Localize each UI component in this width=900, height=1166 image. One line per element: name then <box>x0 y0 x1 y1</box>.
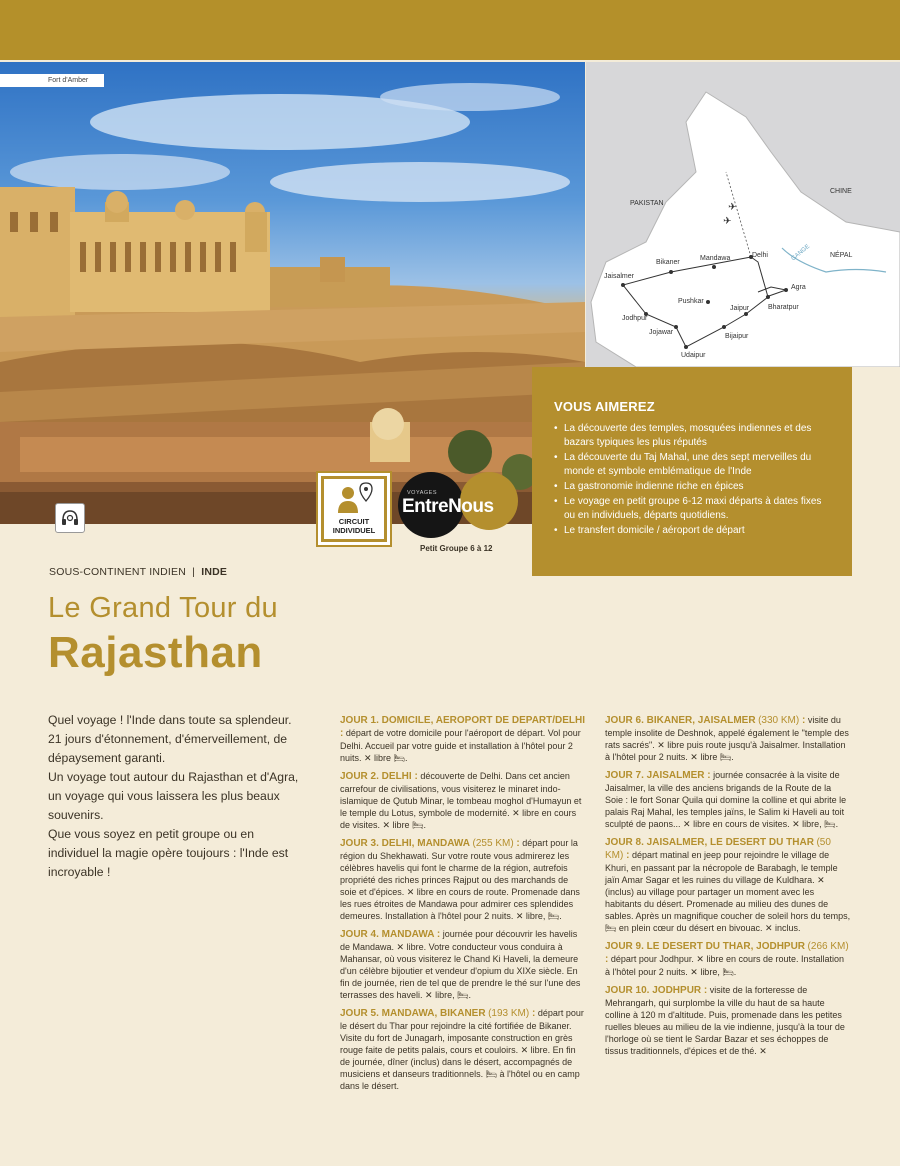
day-text: départ pour le désert du Thar pour rejoindre la cité fortifiée de Bikaner. Visite du fort de Junagarh, imposante construction en grès rouge faite de petits palais, cours et couloirs. ✕ libre. En fin de journée, dîner (inclus) dans le désert, accompagnés de musiciens et danseurs traditionnels. 🛏 à l'hôtel ou en camp dans le désert. <box>340 1008 584 1091</box>
day-colon: : <box>513 838 520 849</box>
day-heading: JOUR 1. DOMICILE, AEROPORT DE DEPART/DELHI : <box>340 715 586 739</box>
day-8 <box>605 836 851 934</box>
map-country-pakistan: PAKISTAN <box>630 200 664 207</box>
traveler-icon <box>324 479 384 519</box>
circuit-label <box>324 517 384 535</box>
map-city-pushkar: Pushkar <box>678 298 704 305</box>
day-colon: : <box>799 715 806 726</box>
circuit-individuel-badge <box>318 473 390 545</box>
svg-text:✈: ✈ <box>723 216 732 227</box>
map-city-bikaner: Bikaner <box>656 259 680 266</box>
breadcrumb <box>49 566 227 578</box>
intro-paragraph: Que vous soyez en petit groupe ou en individuel la magie opère toujours : l'Inde est incroyable ! <box>48 827 289 879</box>
entre-nous-logo <box>398 470 524 540</box>
map-country-nepal: NÉPAL <box>830 252 853 259</box>
highlights-list <box>554 422 830 538</box>
highlight-item: • Le voyage en petit groupe 6-12 maxi départs à dates fixes ou en individuels, départs quotidiens. <box>554 495 830 523</box>
petit-groupe-label: Petit Groupe 6 à 12 <box>420 544 493 553</box>
day-3 <box>340 837 586 922</box>
day-distance: (330 KM) <box>758 715 800 726</box>
day-text: départ de votre domicile pour l'aéroport de départ. Vol pour Delhi. Accueil par votre guide et installation à l'hôtel pour 2 nuits. ✕ libre 🛏. <box>340 728 581 763</box>
highlights-title: VOUS AIMEREZ <box>554 399 655 414</box>
day-text: journée pour découvrir les havelis de Mandawa. ✕ libre. Votre conducteur vous conduira à Mahansar, où vous visiterez le Chand Ki Haveli, la demeure d'un célèbre bijoutier et vendeur d'opium du XIXe siècle. En fin de journée, rien de tel que de prendre le thé sur l'une des terrasses des haveli. ✕ libre, 🛏. <box>340 929 581 1000</box>
svg-text:✈: ✈ <box>728 202 737 213</box>
breadcrumb-region: SOUS-CONTINENT INDIEN <box>49 566 187 578</box>
day-5 <box>340 1007 586 1092</box>
highlight-item: • La gastronomie indienne riche en épices <box>554 480 830 494</box>
top-band <box>0 0 900 60</box>
day-heading: JOUR 9. LE DESERT DU THAR, JODHPUR <box>605 941 806 952</box>
logo-entre: Entre <box>402 496 449 517</box>
day-text: journée consacrée à la visite de Jaisalmer, la ville des anciens brigands de la Route de la Soie : le fort Sonar Quila qui domine la colline et qui abrite le palais Raj Mahal, les temples jaïns, le Salim ki Haveli au toit sculpté de paons... ✕ libre en cours de visites. ✕ libre, 🛏. <box>605 770 847 829</box>
day-text: départ pour Jodhpur. ✕ libre en cours de route. Installation à l'hôtel pour 2 nuits. ✕ libre, 🛏. <box>605 954 845 977</box>
day-text: visite du temple insolite de Deshnok, appelé également le "temple des rats sacrés". ✕ libre puis route jusqu'à Jaisalmer. Installation à l'hôtel pour 2 nuits. ✕ libre 🛏. <box>605 715 849 762</box>
day-distance: (193 KM) <box>488 1008 530 1019</box>
day-10 <box>605 984 851 1057</box>
audio-guide-badge <box>55 503 85 533</box>
route-map <box>586 62 900 367</box>
intro-text <box>48 711 308 882</box>
day-colon: : <box>529 1008 536 1019</box>
day-distance: (255 KM) <box>472 838 514 849</box>
fort-photo <box>0 62 585 524</box>
day-heading: JOUR 2. DELHI : <box>340 771 418 782</box>
itinerary-column-1 <box>340 714 586 1098</box>
day-colon: : <box>605 954 609 965</box>
day-text: visite de la forteresse de Mehrangarh, qui surplombe la ville du haut de sa haute colline à 120 m d'altitude. Puis, promenade dans les petites ruelles bleues au milieu de la vie indienne, jusqu'à la tour de l'horloge où se tient le Sardar Bazar et ses échoppes de tissus traditionnels, d'épices et de thé. ✕ <box>605 985 845 1056</box>
page-title-line1: Le Grand Tour du <box>48 592 278 624</box>
map-country-chine: CHINE <box>830 188 852 195</box>
day-heading: JOUR 10. JODHPUR : <box>605 985 708 996</box>
highlights-box <box>532 367 852 576</box>
highlight-item: • La découverte des temples, mosquées indiennes et des bazars typiques les plus réputés <box>554 422 830 450</box>
map-city-jaisalmer: Jaisalmer <box>604 273 634 280</box>
map-city-bharatpur: Bharatpur <box>768 304 799 311</box>
day-7 <box>605 769 851 830</box>
map-city-agra: Agra <box>791 284 806 291</box>
map-city-jojawar: Jojawar <box>649 329 674 336</box>
day-heading: JOUR 4. MANDAWA : <box>340 929 441 940</box>
fort-illustration <box>0 62 585 524</box>
day-text: découverte de Delhi. Dans cet ancien carrefour de civilisations, vous visiterez le minaret indo-islamique de Qutub Minar, le tombeau moghol d'Humayun et le temple du Lotus, symbole de modernité. ✕ libre en cours de visites. ✕ libre 🛏. <box>340 771 582 830</box>
day-heading: JOUR 3. DELHI, MANDAWA <box>340 838 471 849</box>
logo-voyages: VOYAGES <box>407 490 437 496</box>
map-city-bijaipur: Bijaipur <box>725 333 749 340</box>
intro-paragraph: Quel voyage ! l'Inde dans toute sa splendeur. 21 jours d'étonnement, d'émerveillement, de dépaysement garanti. <box>48 713 292 765</box>
itinerary-column-2 <box>605 714 851 1063</box>
breadcrumb-country: INDE <box>201 566 228 578</box>
map-city-jodhpur: Jodhpur <box>622 315 648 322</box>
logo-wordmark <box>402 496 494 518</box>
day-2 <box>340 770 586 831</box>
day-text: départ pour la région du Shekhawati. Sur votre route vous admirerez les célèbres havelis qui font le charme de la région, autrefois propriété des riches princes Rajput ou des marchands de soie et d'épices. ✕ libre en cours de route. Promenade dans les rues étroites de Mandawa pour admirer ces splendides demeures. Installation à l'hôtel pour 2 nuits. ✕ libre, 🛏. <box>340 838 580 921</box>
photo-caption: Fort d'Amber <box>0 74 104 87</box>
intro-paragraph: Un voyage tout autour du Rajasthan et d'Agra, un voyage qui vous laissera les plus beaux souvenirs. <box>48 770 299 822</box>
day-6 <box>605 714 851 763</box>
day-distance: (50 KM) <box>605 837 831 861</box>
day-heading: JOUR 8. JAISALMER, LE DESERT DU THAR <box>605 837 814 848</box>
day-colon: : <box>623 850 630 861</box>
day-9 <box>605 940 851 978</box>
highlight-item: • Le transfert domicile / aéroport de départ <box>554 524 830 538</box>
day-4 <box>340 928 586 1001</box>
day-1 <box>340 714 586 764</box>
map-city-jaipur: Jaipur <box>730 305 750 312</box>
page-title-line2: Rajasthan <box>48 628 263 677</box>
circuit-line2: INDIVIDUEL <box>332 526 376 535</box>
map-city-delhi: Delhi <box>752 252 768 259</box>
day-heading: JOUR 5. MANDAWA, BIKANER <box>340 1008 486 1019</box>
badge-inner <box>324 479 384 539</box>
circuit-line1: CIRCUIT <box>338 517 370 526</box>
highlight-item: • La découverte du Taj Mahal, une des sept merveilles du monde et symbole emblématique de l'Inde <box>554 451 830 479</box>
day-heading: JOUR 6. BIKANER, JAISALMER <box>605 715 756 726</box>
breadcrumb-separator: | <box>192 566 196 578</box>
map-city-udaipur: Udaipur <box>681 352 706 359</box>
map-river-gange: GANGE <box>790 243 812 263</box>
map-city-mandawa: Mandawa <box>700 255 731 262</box>
day-heading: JOUR 7. JAISALMER : <box>605 770 711 781</box>
logo-nous: Nous <box>448 496 494 517</box>
day-text: départ matinal en jeep pour rejoindre le village de Khuri, en passant par la nécropole de Barabagh, le temple jaïn Amar Sagar et les ruines du village de Kuldhara. ✕ (inclus) au village pour partager un moment avec les habitants du désert. Promenade au milieu des dunes de sables. Après un magnifique coucher de soleil hors du temps, 🛏 en plein cœur du désert en bivouac. ✕ inclus. <box>605 850 851 933</box>
day-distance: (266 KM) <box>807 941 849 952</box>
headphones-icon <box>59 507 81 529</box>
